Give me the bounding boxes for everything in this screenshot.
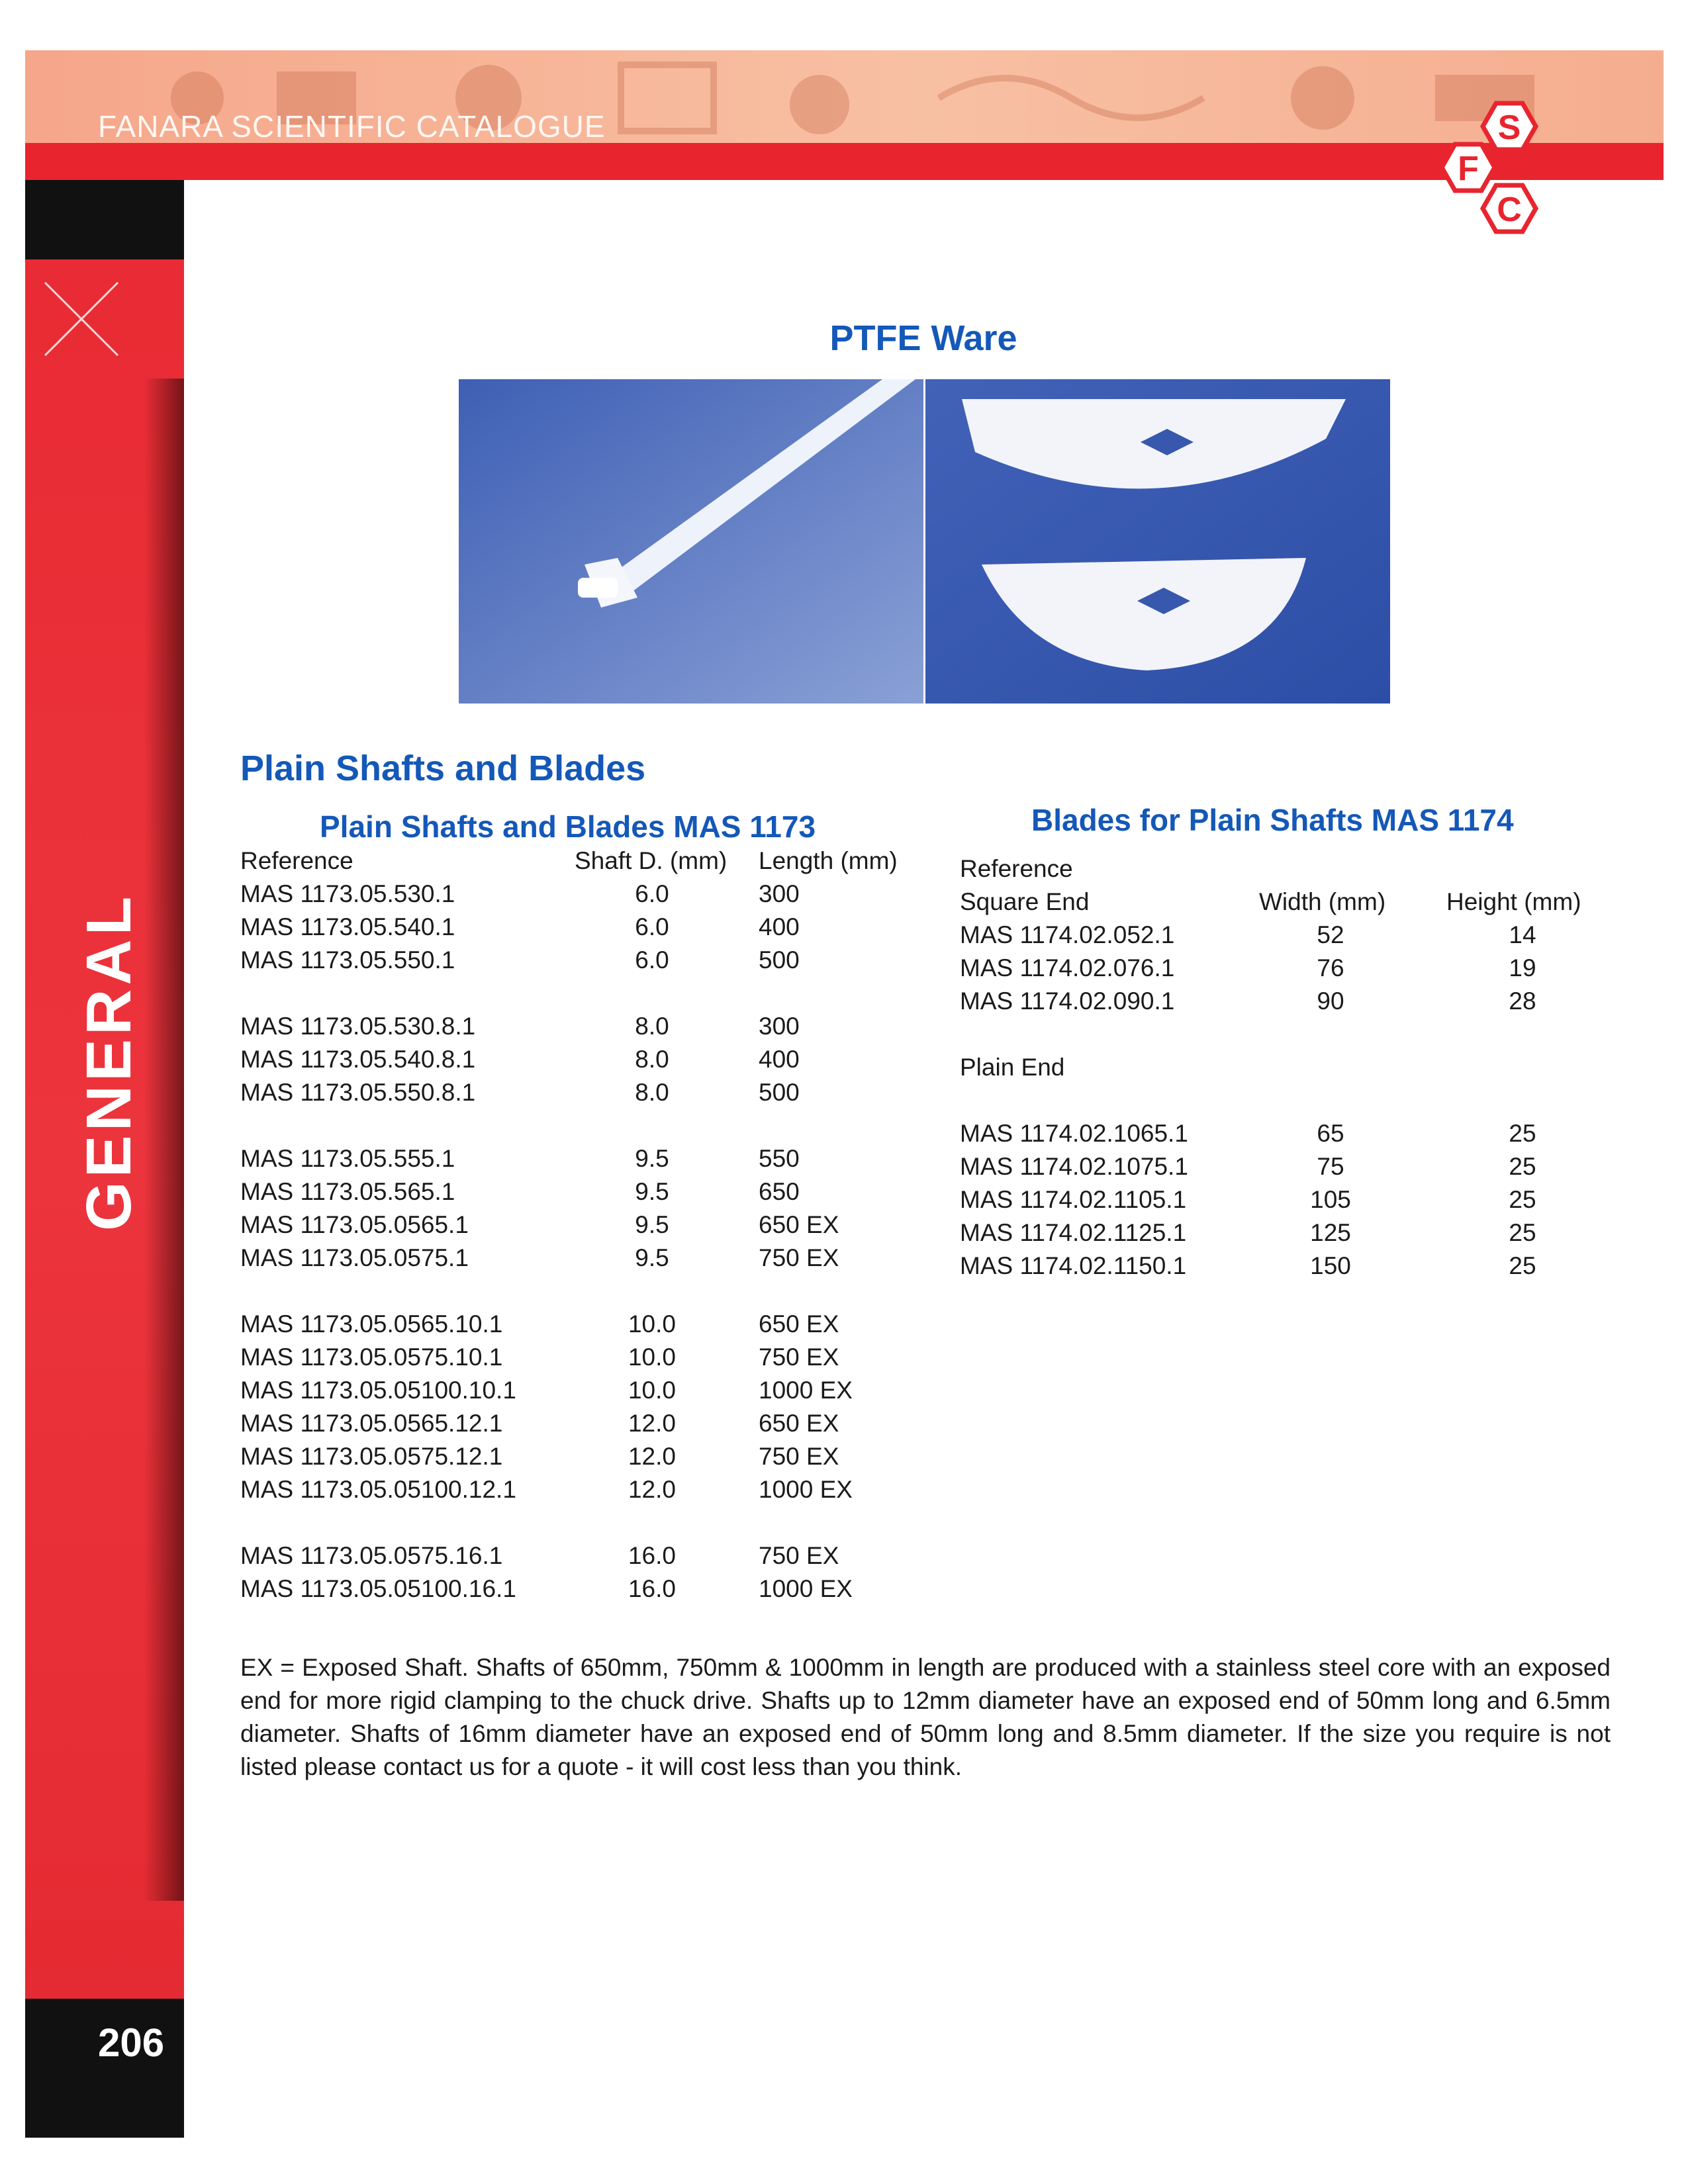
blade-width: 52 [1317,921,1344,948]
shaft-reference: MAS 1173.05.540.8.1 [240,1046,476,1073]
blade-height: 25 [1509,1120,1536,1147]
shaft-reference: MAS 1173.05.0565.10.1 [240,1310,503,1338]
shaft-diameter: 12.0 [628,1410,676,1437]
shaft-reference: MAS 1173.05.05100.12.1 [240,1476,516,1503]
blades-width-header: Width (mm) [1259,888,1386,915]
section-label: GENERAL [73,892,144,1231]
shaft-length: 750 EX [759,1343,839,1371]
shafts-header-diameter: Shaft D. (mm) [575,847,727,874]
shaft-diameter: 6.0 [635,880,669,907]
product-photo [459,379,1390,704]
page-number: 206 [98,2021,165,2065]
page-title: PTFE Ware [829,318,1017,358]
shaft-diameter: 8.0 [635,1079,669,1106]
shaft-length: 650 EX [759,1211,839,1238]
shaft-length: 1000 EX [759,1575,853,1602]
shaft-length: 750 EX [759,1443,839,1470]
shaft-length: 400 [759,913,800,940]
shaft-length: 400 [759,1046,800,1073]
logo-letter-f: F [1458,150,1479,188]
blade-reference: MAS 1174.02.1065.1 [960,1120,1188,1147]
shaft-length: 550 [759,1145,800,1172]
blade-height: 25 [1509,1219,1536,1246]
blade-width: 125 [1310,1219,1351,1246]
shaft-length: 500 [759,1079,800,1106]
blades-plain-end-label: Plain End [960,1054,1065,1081]
shaft-reference: MAS 1173.05.550.1 [240,946,455,974]
shaft-reference: MAS 1173.05.530.1 [240,880,455,907]
shaft-diameter: 8.0 [635,1046,669,1073]
shaft-diameter: 9.5 [635,1145,669,1172]
blade-reference: MAS 1174.02.1075.1 [960,1153,1188,1180]
shaft-reference: MAS 1173.05.05100.10.1 [240,1377,516,1404]
shaft-diameter: 12.0 [628,1476,676,1503]
shaft-length: 750 EX [759,1542,839,1569]
sidebar-top-band [25,180,184,259]
catalogue-title: FANARA SCIENTIFIC CATALOGUE [98,109,606,143]
shaft-diameter: 10.0 [628,1310,676,1338]
blade-reference: MAS 1174.02.090.1 [960,987,1175,1015]
blades-table-title: Blades for Plain Shafts MAS 1174 [1031,803,1514,837]
shaft-length: 750 EX [759,1244,839,1271]
shaft-reference: MAS 1173.05.530.8.1 [240,1013,476,1040]
blade-width: 150 [1310,1252,1351,1279]
blade-reference: MAS 1174.02.1105.1 [960,1186,1187,1213]
shaft-diameter: 6.0 [635,946,669,974]
blade-reference: MAS 1174.02.076.1 [960,954,1175,981]
shafts-header-length: Length (mm) [759,847,898,874]
shaft-diameter: 8.0 [635,1013,669,1040]
blade-height: 25 [1509,1186,1536,1213]
shaft-reference: MAS 1173.05.565.1 [240,1178,455,1205]
sidebar-shadow [144,379,184,1901]
shaft-diameter: 16.0 [628,1542,676,1569]
blade-reference: MAS 1174.02.1125.1 [960,1219,1187,1246]
shafts-header-reference: Reference [240,847,353,874]
shaft-diameter: 9.5 [635,1244,669,1271]
logo-letter-c: C [1497,191,1522,229]
shaft-reference: MAS 1173.05.0575.1 [240,1244,469,1271]
blade-height: 28 [1509,987,1536,1015]
shaft-length: 1000 EX [759,1476,853,1503]
shaft-reference: MAS 1173.05.555.1 [240,1145,455,1172]
shaft-diameter: 6.0 [635,913,669,940]
blade-height: 25 [1509,1252,1536,1279]
shaft-reference: MAS 1173.05.0565.1 [240,1211,469,1238]
shaft-reference: MAS 1173.05.0575.10.1 [240,1343,503,1371]
logo-letter-s: S [1497,109,1521,147]
shaft-length: 650 EX [759,1410,839,1437]
blade-width: 76 [1317,954,1344,981]
blade-reference: MAS 1174.02.1150.1 [960,1252,1187,1279]
blade-width: 75 [1317,1153,1344,1180]
section-heading: Plain Shafts and Blades [240,749,646,788]
blades-reference-label: Reference [960,855,1073,882]
shaft-reference: MAS 1173.05.0565.12.1 [240,1410,503,1437]
shaft-diameter: 9.5 [635,1178,669,1205]
blades-square-end-label: Square End [960,888,1090,915]
shaft-reference: MAS 1173.05.0575.12.1 [240,1443,503,1470]
shaft-length: 300 [759,1013,800,1040]
shafts-table-title: Plain Shafts and Blades MAS 1173 [320,809,816,844]
shaft-diameter: 9.5 [635,1211,669,1238]
shaft-diameter: 10.0 [628,1377,676,1404]
shaft-length: 650 EX [759,1310,839,1338]
blade-width: 65 [1317,1120,1344,1147]
shaft-diameter: 12.0 [628,1443,676,1470]
blade-width: 90 [1317,987,1344,1015]
shaft-length: 1000 EX [759,1377,853,1404]
shaft-reference: MAS 1173.05.05100.16.1 [240,1575,516,1602]
shaft-reference: MAS 1173.05.550.8.1 [240,1079,476,1106]
blade-height: 14 [1509,921,1536,948]
shaft-length: 500 [759,946,800,974]
shaft-reference: MAS 1173.05.0575.16.1 [240,1542,503,1569]
footnote: EX = Exposed Shaft. Shafts of 650mm, 750mm & 1000mm in length are produced with a stainless steel core with an exposed end for more rigid clamping to the chuck drive. Shafts up to 12mm diameter have an exposed end of 50mm long and 6.5mm diameter. Shafts of 16mm diameter have an exposed end of 50mm long and 8.5mm diameter. If the size you require is not listed please contact us for a quote - it will cost less than you think. [240,1654,1611,1780]
shaft-diameter: 10.0 [628,1343,676,1371]
blade-height: 25 [1509,1153,1536,1180]
shaft-length: 650 [759,1178,800,1205]
shaft-length: 300 [759,880,800,907]
blade-width: 105 [1310,1186,1351,1213]
blade-reference: MAS 1174.02.052.1 [960,921,1175,948]
blade-height: 19 [1509,954,1536,981]
blades-height-header: Height (mm) [1446,888,1581,915]
shaft-reference: MAS 1173.05.540.1 [240,913,455,940]
shaft-diameter: 16.0 [628,1575,676,1602]
fsc-logo-icon [1417,98,1575,244]
